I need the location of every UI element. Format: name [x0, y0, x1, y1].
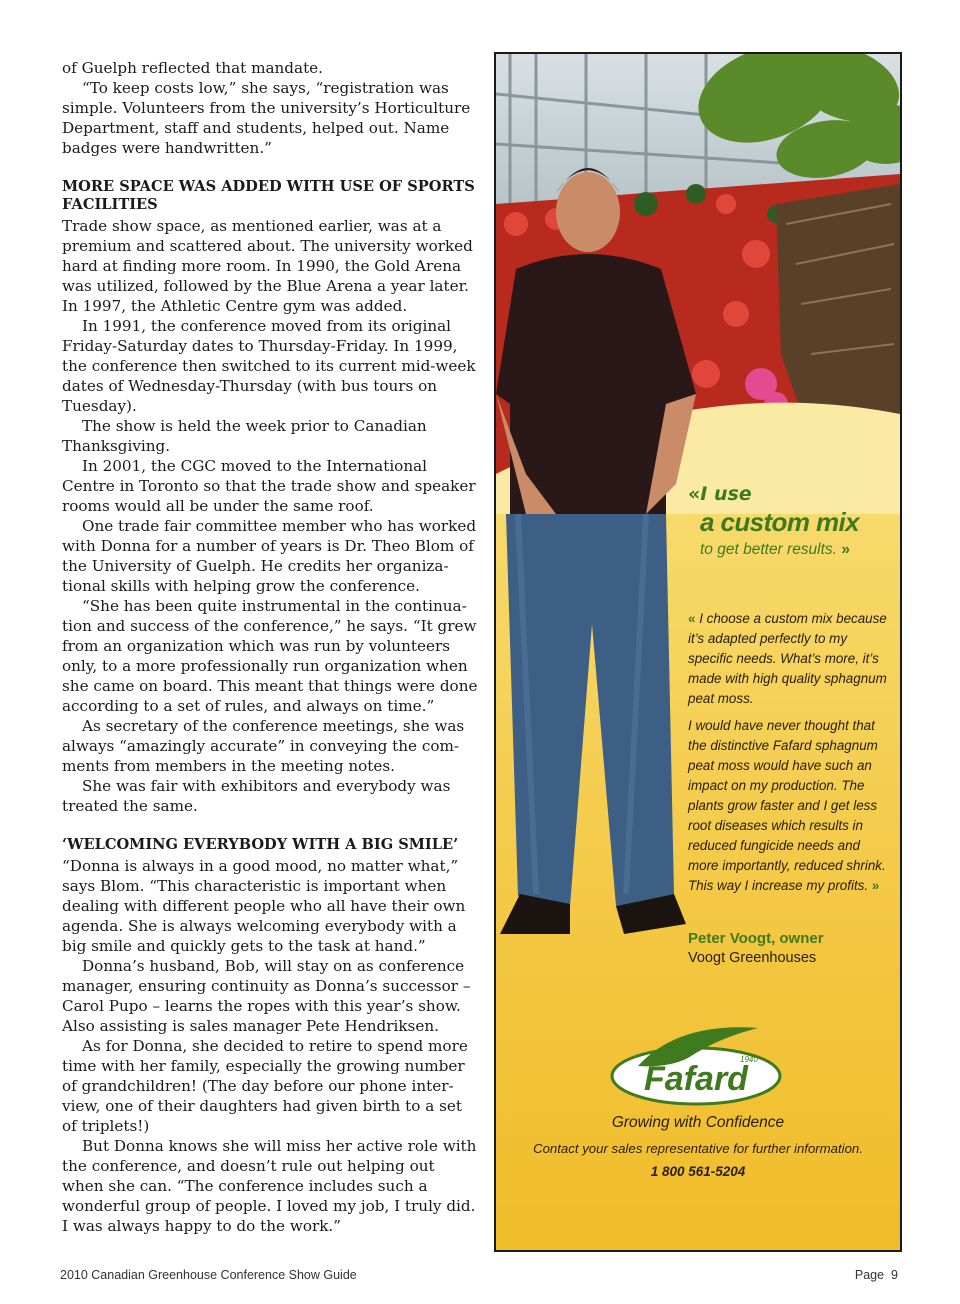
headline-line-3: to get better results. » [700, 541, 850, 558]
article-paragraph: In 2001, the CGC moved to the International Centre in Toronto so that the trade show and speaker rooms would all be under the same roof. [62, 457, 476, 515]
fafard-advertisement [494, 52, 902, 1252]
footer-publication: 2010 Canadian Greenhouse Conference Show Guide [60, 1268, 357, 1282]
footer-page: Page 9 [854, 1268, 898, 1282]
logo-year: 1940 [740, 1055, 758, 1064]
headline-line-2: a custom mix [700, 507, 859, 537]
logo-wordmark: Fafard [644, 1060, 748, 1098]
article-paragraph: “To keep costs low,” she says, “registration was simple. Volunteers from the university’s Horticulture Department, staff and students, helped out. Name badges were handwritten.” [62, 79, 471, 157]
article-paragraph: She was fair with exhibitors and everybody was treated the same. [62, 777, 451, 815]
article-paragraph: “She has been quite instrumental in the continua-tion and success of the conference,” he says. “It grew from an organization which was run by volunteers only, to a more professionally run organization when she came on board. This meant that things were done according to a set of rules, and always on time.” [62, 597, 478, 715]
article-paragraph: of Guelph reflected that mandate. [62, 59, 323, 77]
testimonial-quote [688, 609, 892, 903]
quote-paragraph-2: I would have never thought that the distinctive Fafard sphagnum peat moss would have such an impact on my production. The plants grow faster and I get less root diseases which results in reduced fungicide needs and more importantly, reduced shrink. This way I increase my profits. » [688, 718, 886, 893]
contact-text: Contact your sales representative for further information. [533, 1141, 863, 1156]
article-paragraph: As for Donna, she decided to retire to spend more time with her family, especially the growing number of grandchildren! (The day before our phone inter-view, one of their daughters had given birth to a set of triplets!) [62, 1037, 468, 1135]
article-paragraph: In 1991, the conference moved from its original Friday-Saturday dates to Thursday-Friday. In 1999, the conference then switched to its current mid-week dates of Wednesday-Thursday (with bus tours on Tuesday). [62, 317, 476, 415]
fafard-logo [608, 1022, 788, 1106]
headline-line-1: «I use [688, 483, 752, 505]
signature-company: Voogt Greenhouses [688, 950, 817, 966]
article-paragraph: As secretary of the conference meetings, she was always “amazingly accurate” in conveying the com-ments from members in the meeting notes. [62, 717, 465, 775]
article-paragraph: But Donna knows she will miss her active role with the conference, and doesn’t rule out helping out when she can. “The conference includes such a wonderful group of people. I loved my job, I truly did. I was always happy to do the work.” [62, 1137, 477, 1235]
article-column [62, 58, 480, 1236]
article-paragraph: One trade fair committee member who has worked with Donna for a number of years is Dr. Theo Blom of the University of Guelph. He credits her organiza-tional skills with helping grow the conference. [62, 517, 477, 595]
tagline: Growing with Confidence [611, 1114, 785, 1131]
phone-number: 1 800 561-5204 [650, 1164, 746, 1179]
section-heading: ‘WELCOMING EVERYBODY WITH A BIG SMILE’ [62, 836, 459, 853]
man-legs [496, 514, 696, 944]
article-paragraph: Trade show space, as mentioned earlier, was at a premium and scattered about. The university worked hard at finding more room. In 1990, the Gold Arena was utilized, followed by the Blue Arena a year later. In 1997, the Athletic Centre gym was added. [62, 217, 473, 315]
greenhouse-photo [496, 54, 900, 514]
article-paragraph: “Donna is always in a good mood, no matter what,” says Blom. “This characteristic is important when dealing with different people who all have their own agenda. She is always welcoming everybody with a big smile and quickly gets to the task at hand.” [62, 857, 466, 955]
quote-paragraph-1: « I choose a custom mix because it’s adapted perfectly to my specific needs. What’s more, it’s made with high quality sphagnum peat moss. [688, 611, 887, 706]
signature-name: Peter Voogt, owner [688, 930, 824, 947]
article-paragraph: Donna’s husband, Bob, will stay on as conference manager, ensuring continuity as Donna’s successor – Carol Pupo – learns the ropes with this year’s show. Also assisting is sales manager Pete Hendriksen. [62, 957, 471, 1035]
article-paragraph: The show is held the week prior to Canadian Thanksgiving. [62, 417, 427, 455]
section-heading: MORE SPACE WAS ADDED WITH USE OF SPORTS FACILITIES [62, 178, 475, 213]
